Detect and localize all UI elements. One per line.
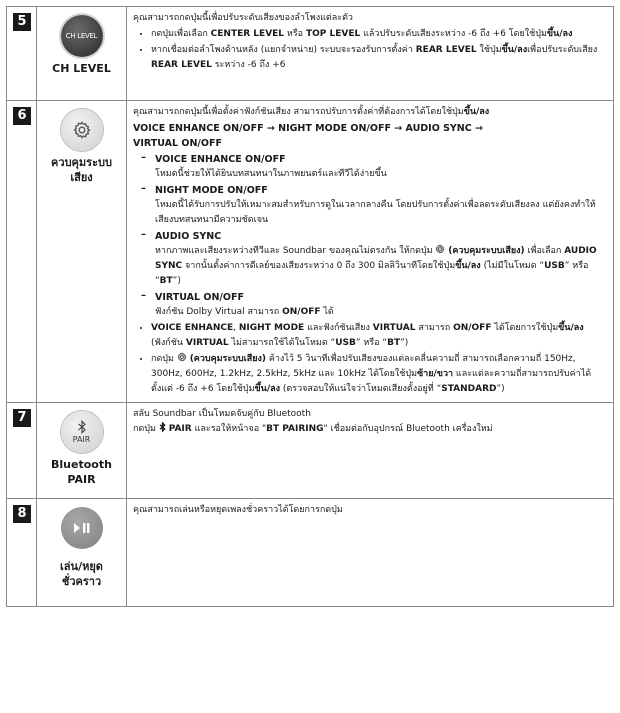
button-label: CH LEVEL [52,62,111,75]
description-line: คุณสามารถเล่นหรือหยุดเพลงชั่วคราวได้โดยการกดปุ่ม [133,505,343,515]
ch-level-button [61,15,103,57]
bullet-list [133,321,607,397]
row-number: 8 [13,505,31,523]
bluetooth-icon [159,422,166,432]
ch-level-button-text: CH LEVEL [65,32,98,40]
button-label: เล่น/หยุด ชั่วคราว [60,560,103,588]
remote-buttons-table [6,6,614,607]
row-number: 5 [13,13,31,31]
play-pause-button [61,507,103,549]
row-sound-control [7,101,614,403]
row-play-pause [7,499,614,607]
bullet-item: • VOICE ENHANCE, NIGHT MODE และฟังก์ชันเสียง VIRTUAL สามารถ ON/OFF ได้โดยการใช้ปุ่มขึ้น/ลง (ฟังก์ชัน VIRTUAL ไม่สามารถใช้ได้ในโหมด “USB” หรือ “BT”) [151,321,607,351]
option-virtual: – VIRTUAL ON/OFF ฟังก์ชัน Dolby Virtual สามารถ ON/OFF ได้ [133,290,607,320]
description-intro: คุณสามารถกดปุ่มนี้เพื่อตั้งค่าฟังก์ชันเสียง สามารถปรับการตั้งค่าที่ต้องการได้โดยใช้ปุ่มขึ้น/ลง [133,107,490,117]
description-line: สลับ Soundbar เป็นโหมดจับคู่กับ Bluetooth [133,409,311,419]
option-audio-sync: – AUDIO SYNC หากภาพและเสียงระหว่างทีวีและ Soundbar ของคุณไม่ตรงกัน ให้กดปุ่ม (ควบคุมระบบเสียง) เพื่อเลือก AUDIO SYNC จากนั้นตั้งค่าการดีเลย์ของเสียงระหว่าง 0 ถึง 300 มิลลิวินาทีโดยใช้ปุ่มขึ้น/ลง (ไม่มีในโหมด “USB” หรือ “BT”) [133,229,607,289]
option-title: AUDIO SYNC [155,231,222,242]
row-number: 7 [13,409,31,427]
button-label: ควบคุมระบบ เสียง [51,156,112,184]
bullet-item: • หากเชื่อมต่อลำโพงด้านหลัง (แยกจำหน่าย) ระบบจะรองรับการตั้งค่า REAR LEVEL ใช้ปุ่มขึ้น/ลงเพื่อปรับระดับเสียง REAR LEVEL ระหว่าง -6 ถึง +6 [151,43,607,73]
bullet-list [133,27,607,73]
option-night-mode: – NIGHT MODE ON/OFF โหมดนี้ได้รับการปรับให้เหมาะสมสำหรับการดูในเวลากลางคืน โดยปรับการตั้งค่าเพื่อลดระดับเสียงลง แต่ยังคงทำให้เสียงบทสนทนามีความชัดเจน [133,183,607,228]
option-body: โหมดนี้ได้รับการปรับให้เหมาะสมสำหรับการดูในเวลากลางคืน โดยปรับการตั้งค่าเพื่อลดระดับเสียงลง แต่ยังคงทำให้เสียงบทสนทนามีความชัดเจน [155,200,596,225]
option-voice-enhance: – VOICE ENHANCE ON/OFF โหมดนี้ช่วยให้ได้ยินบทสนทนาในภาพยนตร์และทีวีได้ง่ายขึ้น [133,152,607,182]
option-title: VIRTUAL ON/OFF [155,292,244,303]
option-body: โหมดนี้ช่วยให้ได้ยินบทสนทนาในภาพยนตร์และทีวีได้ง่ายขึ้น [155,169,387,179]
option-title: VOICE ENHANCE ON/OFF [155,154,286,165]
mode-sequence: VOICE ENHANCE ON/OFF → NIGHT MODE ON/OFF → AUDIO SYNC → VIRTUAL ON/OFF [133,123,484,149]
row-bluetooth-pair [7,403,614,499]
bullet-item: • กดปุ่มเพื่อเลือก CENTER LEVEL หรือ TOP LEVEL แล้วปรับระดับเสียงระหว่าง -6 ถึง +6 โดยใช้ปุ่มขึ้น/ลง [151,27,607,42]
play-pause-icon [73,522,91,534]
gear-icon [72,120,92,140]
description-intro: คุณสามารถกดปุ่มนี้เพื่อปรับระดับเสียงของลำโพงแต่ละตัว [133,13,353,23]
sound-control-button [61,109,103,151]
bluetooth-pair-button [61,411,103,453]
gear-icon [177,352,187,362]
gear-icon [435,244,445,254]
bluetooth-icon [77,420,87,434]
button-label: Bluetooth PAIR [51,458,112,486]
row-number: 6 [13,107,31,125]
pair-button-text: PAIR [72,435,91,444]
description-line: กดปุ่ม PAIR และรอให้หน้าจอ "BT PAIRING" เชื่อมต่อกับอุปกรณ์ Bluetooth เครื่องใหม่ [133,424,493,434]
row-ch-level [7,7,614,101]
bullet-item: • กดปุ่ม (ควบคุมระบบเสียง) ค้างไว้ 5 วินาทีเพื่อปรับเสียงของแต่ละคลื่นความถี่ สามารถเลือกความถี่ 150Hz, 300Hz, 600Hz, 1.2kHz, 2.5kHz, 5kHz และ 10kHz ได้โดยใช้ปุ่มซ้าย/ขวา และแต่ละความถี่สามารถปรับค่าได้ตั้งแต่ -6 ถึง +6 โดยใช้ปุ่มขึ้น/ลง (ตรวจสอบให้แน่ใจว่าโหมดเสียงตั้งอยู่ที่ “STANDARD”) [151,352,607,397]
option-body: หากภาพและเสียงระหว่างทีวีและ Soundbar ของคุณไม่ตรงกัน ให้กดปุ่ม (ควบคุมระบบเสียง) เพื่อเลือก AUDIO SYNC จากนั้นตั้งค่าการดีเลย์ของเสียงระหว่าง 0 ถึง 300 มิลลิวินาทีโดยใช้ปุ่มขึ้น/ลง (ไม่มีในโหมด “USB” หรือ “BT”) [155,246,597,286]
option-title: NIGHT MODE ON/OFF [155,185,268,196]
option-body: ฟังก์ชัน Dolby Virtual สามารถ ON/OFF ได้ [155,307,334,317]
